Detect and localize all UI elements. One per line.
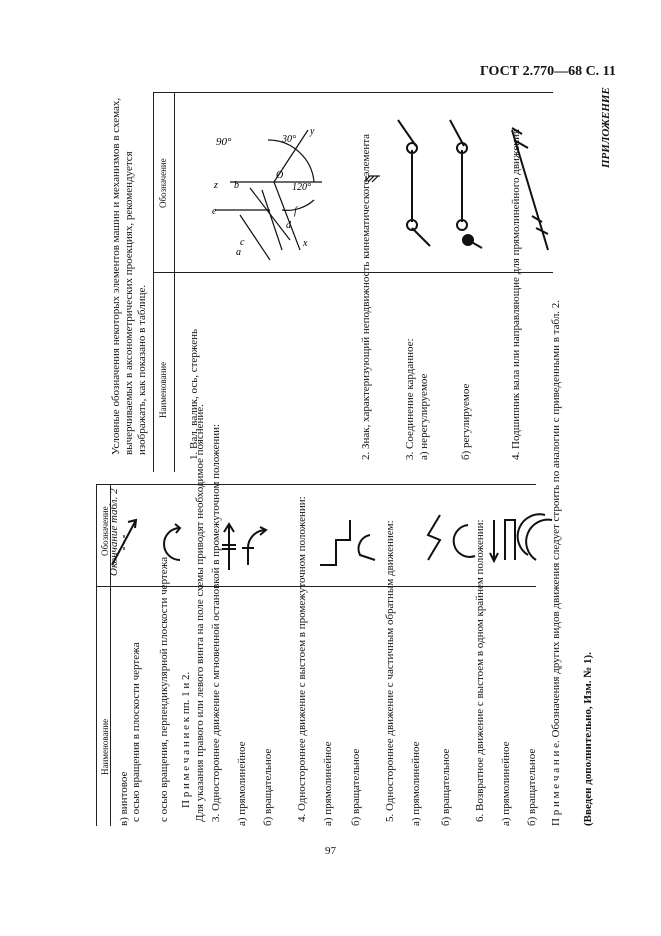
appendix-col-symbol: Обозначение bbox=[158, 158, 168, 208]
appendix-title: ПРИЛОЖЕНИЕ bbox=[600, 87, 612, 168]
page-header: ГОСТ 2.770—68 С. 11 bbox=[480, 64, 616, 79]
appendix-row: б) регулируемое bbox=[460, 383, 472, 460]
svg-text:e: e bbox=[212, 206, 217, 217]
cardan-symbol bbox=[398, 120, 430, 246]
svg-text:y: y bbox=[310, 126, 315, 137]
row-text: Для указания правого или левого винта на поле схемы приводят необходимое пояснение. bbox=[194, 404, 206, 822]
svg-text:O: O bbox=[276, 170, 284, 181]
row-text: б) вращательное bbox=[262, 748, 274, 826]
svg-text:a: a bbox=[236, 247, 241, 258]
appendix-row: 1. Вал, валик, ось, стержень bbox=[188, 328, 200, 460]
svg-text:z: z bbox=[214, 180, 218, 191]
row-text: б) вращательное bbox=[350, 748, 362, 826]
table-note: П р и м е ч а н и е. Обозначения других видов движения следует строить по аналогии с приведенными в табл. 2. bbox=[550, 299, 562, 826]
row-text: а) прямолинейное bbox=[500, 741, 512, 826]
svg-text:30°: 30° bbox=[282, 134, 296, 145]
bearing-symbol bbox=[512, 128, 548, 250]
row-text: а) прямолинейное bbox=[236, 741, 248, 826]
table-caption: Окончание табл. 2 bbox=[108, 488, 120, 576]
row-text: в) винтовое bbox=[118, 771, 130, 826]
fixed-hatch-symbol bbox=[366, 176, 380, 182]
svg-text:d: d bbox=[286, 220, 291, 231]
appendix-intro: Условные обозначения некоторых элементов машин и механизмов в схемах, вычерчиваемых в аксонометрических проекциях, рекомендуется изображать, как показано в таблице. bbox=[110, 97, 148, 455]
row-text: 3. Одностороннее движение с мгновенной остановкой в промежуточном положении: bbox=[210, 423, 222, 822]
row-text: а) прямолинейное bbox=[322, 741, 334, 826]
row-text: б) вращательное bbox=[526, 748, 538, 826]
page-number: 97 bbox=[325, 845, 336, 857]
appendix-row: 3. Соединение карданное: bbox=[404, 338, 416, 460]
cardan-adjustable-symbol bbox=[450, 120, 482, 248]
appendix-row: 4. Подшипник вала или направляющие для прямолинейного движения bbox=[510, 128, 522, 460]
col-symbol-header: Обозначение bbox=[100, 506, 110, 556]
row-text: б) вращательное bbox=[440, 748, 452, 826]
row-text: а) прямолинейное bbox=[410, 741, 422, 826]
svg-text:c: c bbox=[240, 237, 245, 248]
svg-text:90°: 90° bbox=[216, 136, 232, 148]
row-text: 5. Одностороннее движение с частичным обратным движением: bbox=[384, 520, 396, 822]
row-text: 4. Одностороннее движение с выстоем в промежуточном положении: bbox=[296, 496, 308, 822]
col-name-header: Наименование bbox=[100, 718, 110, 775]
row-text: 6. Возвратное движение с выстоем в одном крайнем положении: bbox=[474, 519, 486, 822]
appendix-row: 2. Знак, характеризующий неподвижность кинематического элемента bbox=[360, 133, 372, 460]
appendix-row: а) нерегулируемое bbox=[418, 373, 430, 460]
row-text: с осью вращения в плоскости чертежа bbox=[130, 642, 142, 822]
svg-text:120°: 120° bbox=[292, 182, 311, 193]
svg-text:x: x bbox=[303, 238, 308, 249]
svg-text:b: b bbox=[234, 180, 239, 191]
svg-text:f: f bbox=[294, 206, 297, 217]
row-text: П р и м е ч а н и е к пп. 1 и 2. bbox=[180, 671, 192, 808]
edit-note: (Введен дополнительно, Изм. № 1). bbox=[582, 652, 594, 826]
appendix-col-name: Наименование bbox=[158, 361, 168, 418]
row-text: с осью вращения, перпендикулярной плоскости чертежа bbox=[158, 556, 170, 822]
